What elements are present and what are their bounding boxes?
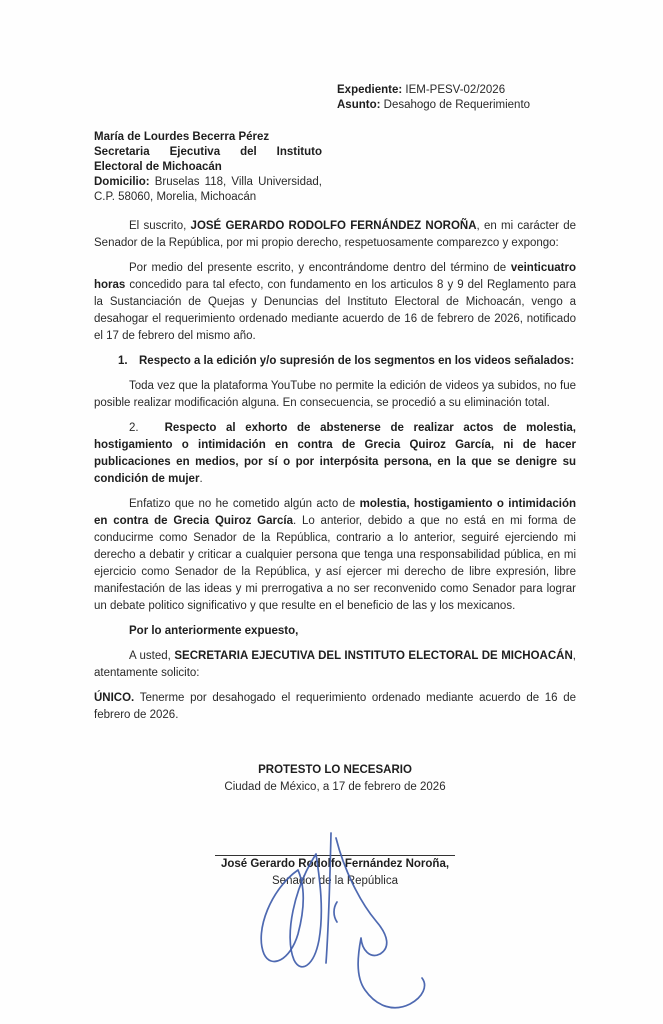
- expediente-line: Expediente: IEM-PESV-02/2026: [337, 84, 506, 96]
- protesto-heading: PROTESTO LO NECESARIO: [258, 764, 412, 776]
- signature-stroke-paren: [334, 902, 337, 922]
- paragraph-intro: El suscrito, JOSÉ GERARDO RODOLFO FERNÁNDEZ NOROÑA, en mi carácter de Senador de la República, por mi propio derecho, respetuosamente comparezco y expongo:: [94, 220, 577, 249]
- list-item-1-text: Respecto a la edición y/o supresión de los segmentos en los videos señalados:: [139, 355, 575, 367]
- addressee-address: Domicilio: Bruselas 118, Villa Universidad, C.P. 58060, Morelia, Michoacán: [94, 176, 322, 203]
- paragraph-expuesto: Por lo anteriormente expuesto,: [129, 625, 299, 637]
- closing-block: [94, 762, 576, 890]
- paragraph-termino: Por medio del presente escrito, y encontrándome dentro del término de veinticuatro horas concedido para tal efecto, con fundamento en los articulos 8 y 9 del Reglamento para la Sustanciación de Quejas y Denuncias del Instituto Electoral de Michoacán, vengo a desahogar el requerimiento ordenado mediante acuerdo de 16 de febrero de 2026, notificado el 17 de febrero del mismo año.: [94, 262, 576, 342]
- paragraph-unico: ÚNICO. Tenerme por desahogado el requerimiento ordenado mediante acuerdo de 16 de febrero de 2026.: [94, 692, 576, 721]
- paragraph-enfatizo: Enfatizo que no he cometido algún acto de molestia, hostigamiento o intimidación en contra de Grecia Quiroz García. Lo anterior, debido a que no está en mi forma de conducirme como Senador de la República, contrario a lo anterior, seguiré ejerciendo mi derecho a debatir y criticar a cualquier persona que tenga una responsabilidad pública, en mi ejercicio como Senador de la República, y así ejercer mi derecho de libre expresión, libre manifestación de las ideas y mi prerrogativa a no ser reconvenido como Senador para lograr un debate politico significativo y que resulte en el beneficio de las y los mexicanos.: [94, 498, 577, 612]
- signer-title: Senador de la República: [272, 875, 398, 887]
- signer-name: José Gerardo Rodolfo Fernández Noroña,: [220, 858, 450, 870]
- paragraph-solicito: A usted, SECRETARIA EJECUTIVA DEL INSTITUTO ELECTORAL DE MICHOACÁN, atentamente solicito:: [94, 650, 576, 679]
- list-item-2: 2. Respecto al exhorto de abstenerse de realizar actos de molestia, hostigamiento o intimidación en contra de Grecia Quiroz García, ni de hacer publicaciones en medios, por sí o por interpósita persona, en la que se denigre su condición de mujer.: [94, 422, 576, 485]
- list-item-1-number: 1.: [118, 355, 128, 367]
- addressee-name: María de Lourdes Becerra Pérez: [94, 131, 270, 143]
- addressee-block: [94, 130, 322, 205]
- addressee-title: Secretaria Ejecutiva del Instituto Electoral de Michoacán: [94, 146, 322, 173]
- signature-space: [94, 796, 576, 855]
- document-header: [337, 83, 576, 113]
- date-line: Ciudad de México, a 17 de febrero de 2026: [224, 781, 446, 793]
- list-item-1: [94, 353, 576, 370]
- paragraph-youtube: Toda vez que la plataforma YouTube no permite la edición de videos ya subidos, no fue posible realizar modificación alguna. En consecuencia, se procedió a su eliminación total.: [94, 380, 576, 409]
- asunto-line: Asunto: Desahogo de Requerimiento: [337, 99, 531, 111]
